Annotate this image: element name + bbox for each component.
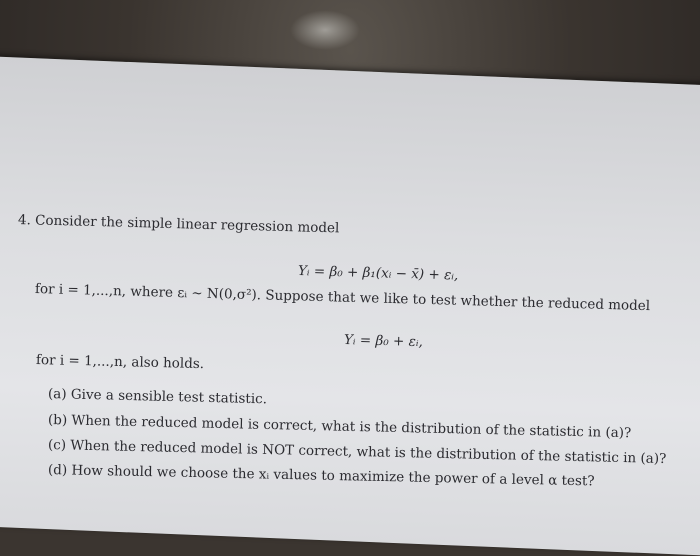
question-b: (b) When the reduced model is correct, what is the distribution of the statistic in (a)? [47, 412, 632, 442]
condition-line: for i = 1,...,n, where εᵢ ~ N(0,σ²). Suppose that we like to test whether the reduced model [34, 281, 651, 315]
question-a: (a) Give a sensible test statistic. [47, 386, 268, 408]
question-c: (c) When the reduced model is NOT correct, what is the distribution of the statistic in (a)? [47, 437, 667, 468]
condition-line-2: for i = 1,...,n, also holds. [35, 352, 205, 373]
problem-statement: 4. Consider the simple linear regression model [17, 212, 340, 237]
full-model-equation: Yᵢ = β₀ + β₁(xᵢ − x̄) + εᵢ, [297, 263, 459, 284]
reduced-model-equation: Yᵢ = β₀ + εᵢ, [343, 332, 424, 351]
question-d: (d) How should we choose the xᵢ values to maximize the power of a level α test? [47, 462, 595, 490]
